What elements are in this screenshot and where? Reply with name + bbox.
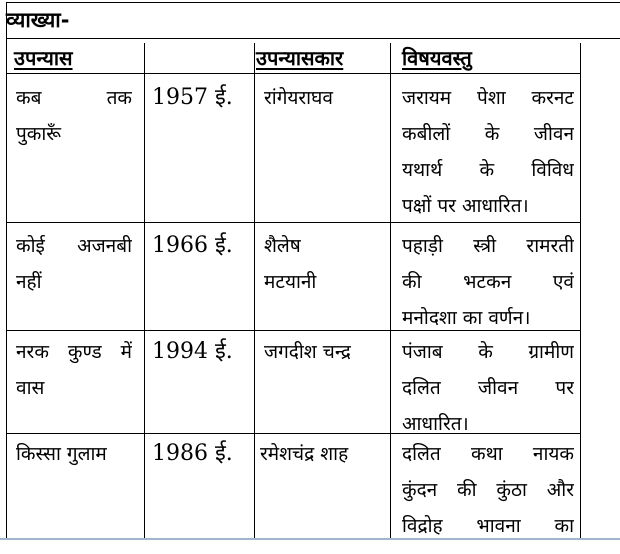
year-cell xyxy=(152,334,252,370)
subject-cell xyxy=(402,334,574,442)
novel-line: कोई अजनबी xyxy=(16,235,132,257)
column-header-novel: उपन्यास xyxy=(14,46,73,70)
novel-line: किस्सा गुलाम xyxy=(16,443,107,465)
subject-line: पंजाब के ग्रामीण xyxy=(402,341,574,363)
author-cell xyxy=(260,436,388,472)
year-cell xyxy=(152,228,252,264)
heading-separator xyxy=(6,38,620,39)
column-header-author: उपन्यासकार xyxy=(256,46,344,70)
subject-line: मनोदशा का वर्णन। xyxy=(402,307,531,329)
author-cell xyxy=(264,334,388,370)
subject-line: आधारित। xyxy=(402,413,469,435)
subject-line: की भटकन एवं xyxy=(402,271,574,293)
section-heading: व्याख्या- xyxy=(6,8,70,32)
author-line: जगदीश चन्द्र xyxy=(264,341,351,363)
subject-line: पक्षों पर आधारित। xyxy=(402,195,529,217)
subject-line: दलित जीवन पर xyxy=(402,377,574,399)
author-line: रमेशचंद्र शाह xyxy=(260,443,349,465)
author-cell xyxy=(264,228,388,300)
header-separator xyxy=(6,73,580,74)
novel-cell xyxy=(16,228,132,300)
novel-line: पुकारूँ xyxy=(16,123,62,145)
column-divider-3 xyxy=(390,43,391,538)
subject-line: जरायम पेशा करनट xyxy=(402,87,574,109)
subject-line: यथार्थ के विविध xyxy=(402,159,574,181)
novel-cell xyxy=(16,436,140,472)
subject-line: पहाड़ी स्त्री रामरती xyxy=(402,235,574,257)
year-value: 1957 ई. xyxy=(152,85,233,110)
table-left-border xyxy=(6,2,7,538)
column-divider-1 xyxy=(144,43,145,538)
novel-line: कब तक xyxy=(16,87,132,109)
year-value: 1986 ई. xyxy=(152,441,233,466)
year-value: 1994 ई. xyxy=(152,339,233,364)
subject-line: कबीलों के जीवन xyxy=(402,123,574,145)
subject-line: कुंदन की कुंठा और xyxy=(402,479,574,501)
subject-cell xyxy=(402,228,574,336)
year-value: 1966 ई. xyxy=(152,233,233,258)
novel-line: नरक कुण्ड में xyxy=(16,341,132,363)
author-cell xyxy=(264,80,388,116)
author-line: मटयानी xyxy=(264,271,317,293)
column-divider-2 xyxy=(254,43,255,538)
table-right-border xyxy=(580,43,581,538)
year-cell xyxy=(152,436,252,472)
novel-line: नहीं xyxy=(16,271,42,293)
table-top-border xyxy=(6,2,620,3)
novel-line: वास xyxy=(16,377,45,399)
author-line: शैलेष xyxy=(264,235,301,257)
subject-line: दलित कथा नायक xyxy=(402,443,574,465)
subject-cell xyxy=(402,436,574,544)
column-header-subject: विषयवस्तु xyxy=(402,46,472,70)
page-bottom-edge xyxy=(0,538,620,540)
year-cell xyxy=(152,80,252,116)
novel-cell xyxy=(16,80,132,152)
subject-line: विद्रोह भावना का xyxy=(402,515,574,537)
novel-cell xyxy=(16,334,132,406)
subject-cell xyxy=(402,80,574,224)
author-line: रांगेयराघव xyxy=(264,87,333,109)
